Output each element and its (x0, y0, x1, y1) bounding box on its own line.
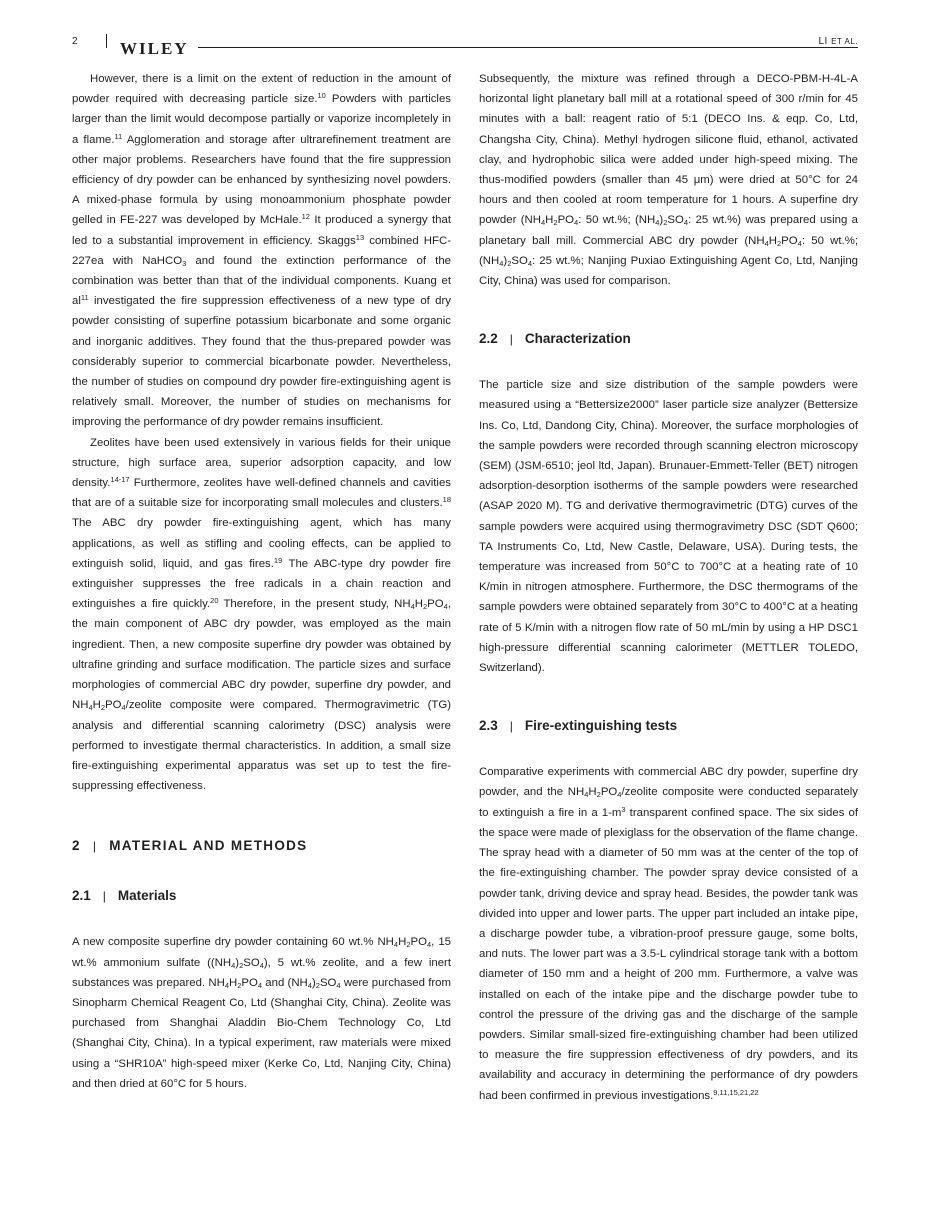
header-divider (106, 34, 107, 48)
running-authors: LI ET AL. (818, 36, 858, 47)
paragraph: A new composite superfine dry powder containing 60 wt.% $NH_4H_2PO_4$, 15 wt.% ammonium sulfate $((NH_4)_2SO_4)$, 5 wt.% zeolite, and a few inert substances was prepared. $NH_4H_2PO_4$ and $(NH_4)_2SO_4$ were purchased from Sinopharm Chemical Reagent Co, Ltd (Shanghai City, China). Zeolite was purchased from Shanghai Aladdin Bio-Chem Technology Co, Ltd (Shanghai City, China). In a typical experiment, raw materials were mixed using a “SHR10A” high-speed mixer (Kerke Co, Ltd, Nanjing City, China) and then dried at 60°C for 5 hours. (72, 936, 451, 1090)
paragraph: Subsequently, the mixture was refined through a DECO-PBM-H-4L-A horizontal light planetary ball mill at a rotational speed of 300 r/min for 45 minutes with a ball: reagent ratio of 5:1 (DECO Ins. & eqp. Co, Ltd, Changsha City, China). Methyl hydrogen silicone fluid, ethanol, activated clay, and hydrophobic silica were added under high-speed mixing. The thus-modified powders (smaller than 45 μm) were dried at 50°C for 24 hours and then cooled at room temperature for 1 hours. A superfine dry powder ($NH_4H_2PO_4$: 50 wt.%; $(NH_4)_2SO_4$: 25 wt.%) was prepared using a planetary ball mill. Commercial ABC dry powder ($NH_4H_2PO_4$: 50 wt.%; $(NH_4)_2SO_4$: 25 wt.%; Nanjing Puxiao Extinguishing Agent Co, Ltd, Nanjing City, China) was used for comparison. (479, 73, 859, 288)
journal-logo: WILEY (120, 39, 189, 58)
left-column (72, 69, 451, 1094)
paragraph: However, there is a limit on the extent of reduction in the amount of powder required with decreasing particle size.$^{10}$ Powders with particles larger than the limit would decompose partially or vaporize incompletely in a flame.$^{11}$ Agglomeration and storage after ultrarefinement treatment are other major problems. Researchers have found that the fire suppression efficiency of dry powder can be enhanced by synthesizing novel powders. A mixed-phase formula by using monoammonium phosphate powder gelled in FE-227 was developed by McHale.$^{12}$ It produced a synergy that led to a substantial improvement in efficiency. Skaggs$^{13}$ combined HFC-227ea with NaHCO$_3$ and found the extinction performance of the combination was better than that of the individual components. Kuang et $al^{11}$ investigated the fire suppression effectiveness of a new type of dry powder consisting of superfine potassium bicarbonate and some organic and inorganic additives. They found that the thus-prepared powder was considerably superior to commercial bicarbonate powder. Nevertheless, the number of studies on compound dry powder fire-extinguishing agent is relatively small. Moreover, the number of studies on mechanisms for improving the performance of dry powder remains insufficient. (72, 73, 452, 429)
paragraph: Zeolites have been used extensively in various fields for their unique structure, high surface area, superior adsorption capacity, and low density.$^{14-17}$ Furthermore, zeolites have well-defined channels and cavities that are of a suitable size for incorporating small molecules and clusters.$^{18}$ The ABC dry powder fire-extinguishing agent, which has many applications, as well as stifling and cooling effects, can be applied to extinguish solid, liquid, and gas fires.$^{19}$ The ABC-type dry powder fire extinguisher suppresses the free radicals in a chain reaction and extinguishes a fire quickly.$^{20}$ Therefore, in the present study, $NH_4H_2PO_4$, the main component of ABC dry powder, was employed as the main ingredient. Then, a new composite superfine dry powder was obtained by ultrafine grinding and surface modification. The particle sizes and surface morphologies of commercial ABC dry powder, superfine dry powder, and $NH_4H_2PO_4$/zeolite composite were compared. Thermogravimetric (TG) analysis and differential scanning calorimetry (DSC) analysis were performed to investigate thermal characteristics. In addition, a small size fire-extinguishing experimental apparatus was set up to test the fire-suppressing effectiveness. (72, 436, 451, 793)
subsection-heading: 2.1 | Materials (72, 888, 177, 904)
paragraph: The particle size and size distribution of the sample powders were measured using a “Bettersize2000” laser particle size analyzer (Bettersize Ins. Co, Ltd, Dandong City, China). Moreover, the surface morphologies of the sample powders were recorded through scanning electron microscopy (SEM) (JSM-6510; jeol ltd, Japan). Brunauer-Emmett-Teller (BET) nitrogen adsorption-desorption isotherms of the sample powders were researched (ASAP 2020 M). TG and derivative thermogravimetric (DTG) curves of the sample powders were acquired using thermogravimetry DSC (SDT Q600; TA Instruments Co, Ltd, New Castle, Delaware, USA). During tests, the temperature was increased from 50°C to 700°C at a heating rate of 10 K/min in nitrogen atmosphere. Furthermore, the DSC thermograms of the sample powders were obtained separately from 30°C to 400°C at a heating rate of 5 K/min with a nitrogen flow rate of 50 mL/min by using a HP DSC1 high-pressure differential scanning calorimeter (METTLER TOLEDO, Switzerland). (479, 379, 858, 675)
subsection-heading: 2.3 | Fire-extinguishing tests (479, 718, 678, 734)
right-column (479, 69, 858, 1106)
header-rule (198, 47, 858, 48)
paragraph: Comparative experiments with commercial ABC dry powder, superfine dry powder, and the $NH_4H_2PO_4$/zeolite composite were conducted separately to extinguish a fire in a $1-m^3$ transparent confined space. The six sides of the space were made of plexiglass for the observation of the flame change. The spray head with a diameter of 50 mm was at the center of the top of the fire-extinguishing chamber. The powder spray device consisted of a powder tank, driving device and spray head. Besides, the powder tank was divided into upper and lower parts. The upper part included an intake pipe, a discharge powder tube, a vibration-proof pressure gauge, some bolts, and nuts. The lower part was a 3.5-L cylindrical storage tank with a bottom diameter of 150 mm and a height of 200 mm. Furthermore, a valve was installed on each of the intake pipe and the discharge powder tube to control the pressure of the driving gas and the discharge of the sample powders. Similar small-sized fire-extinguishing chamber had been utilized to measure the fire suppression effectiveness of dry powders, and its availability and accuracy in determining the performance of dry powders had been confirmed in previous investigations.$^{9,11,15,21,22}$ (479, 766, 858, 1102)
subsection-heading: 2.2 | Characterization (479, 331, 631, 347)
section-heading: 2 | MATERIAL AND METHODS (72, 838, 308, 854)
page-header (72, 30, 858, 60)
page-number: 2 (72, 36, 78, 47)
